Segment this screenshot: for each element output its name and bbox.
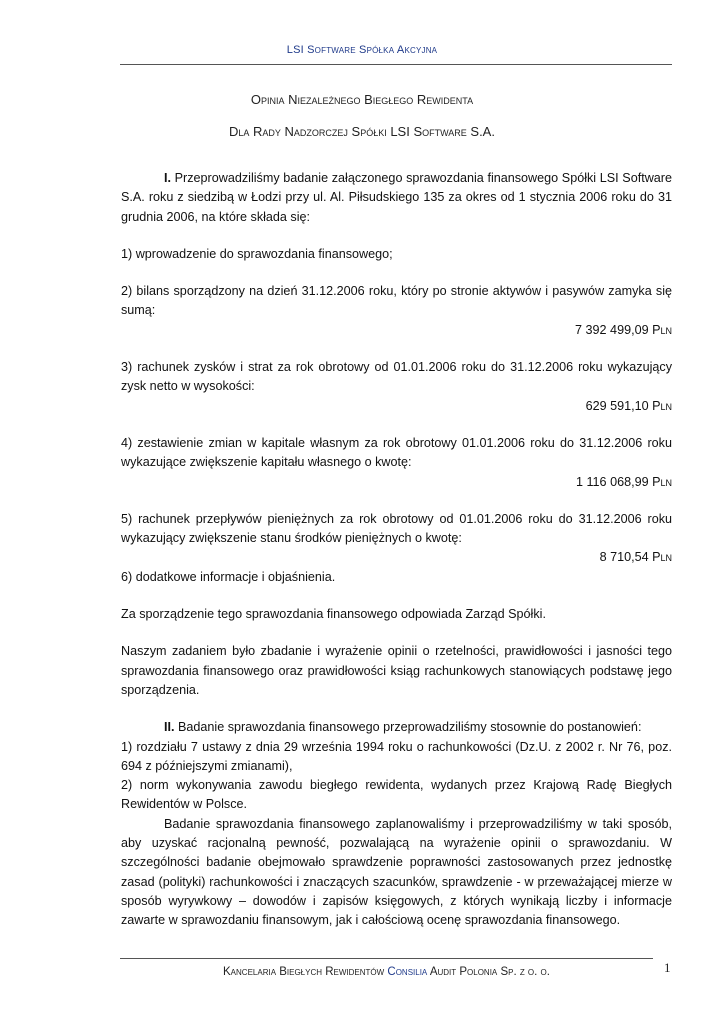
list-item-5: 5) rachunek przepływów pieniężnych za rok obrotowy od 01.01.2006 roku do 31.12.2006 roku wykazujący zwiększenie stanu środków pieniężnych o kwotę: xyxy=(121,511,672,546)
list-item-6: 6) dodatkowe informacje i objaśnienia. xyxy=(121,569,336,584)
footer-brand: Consilia xyxy=(387,966,428,978)
section1-numeral: I. xyxy=(164,171,171,185)
running-footer: Kancelaria Biegłych Rewidentów Consilia Audit Polonia Sp. z o. o. xyxy=(223,966,550,978)
document-subtitle: Dla Rady Nadzorczej Spółki LSI Software S.A. xyxy=(229,124,495,139)
document-body xyxy=(121,169,672,931)
section2-item-1: 1) rozdziału 7 ustawy z dnia 29 września 1994 roku o rachunkowości (Dz.U. z 2002 r. Nr 76, poz. 694 z późniejszymi zmianami), xyxy=(121,739,672,773)
header-divider xyxy=(120,64,672,65)
page-number: 1 xyxy=(664,960,671,975)
section2-item-2: 2) norm wykonywania zawodu biegłego rewidenta, wydanych przez Krajową Radę Biegłych Rewidentów w Polsce. xyxy=(121,778,672,812)
footer-divider xyxy=(120,958,653,959)
amount-equity-increase: 1 116 068,99 Pln xyxy=(575,474,672,489)
list-item-2: 2) bilans sporządzony na dzień 31.12.2006 roku, który po stronie aktywów i pasywów zamyka się sumą: xyxy=(121,284,672,318)
list-item-4: 4) zestawienie zmian w kapitale własnym za rok obrotowy 01.01.2006 roku do 31.12.2006 roku wykazujące zwiększenie kapitału własnego o kwotę: xyxy=(121,435,672,470)
amount-cash-increase: 8 710,54 Pln xyxy=(599,550,672,565)
amount-net-profit: 629 591,10 Pln xyxy=(585,398,672,413)
running-header: LSI Software Spółka Akcyjna xyxy=(286,44,438,56)
section2-paragraph: Badanie sprawozdania finansowego zaplanowaliśmy i przeprowadziliśmy w taki sposób, aby uzyskać racjonalną pewność, pozwalającą na wyrażenie opinii o sprawozdaniu. W szczególności badanie obejmowało sprawdzenie poprawności zastosowanych przez jednostkę zasad (polityki) rachunkowości i znaczących szacunków, sprawdzenie - w przeważającej mierze w sposób wyrywkowy – dowodów i zapisów księgowych, z których wynikają liczby i informacje zawarte w sprawozdaniu finansowym, jak i całościową ocenę sprawozdania finansowego. xyxy=(121,816,672,928)
amount-balance-sheet: 7 392 499,09 Pln xyxy=(575,322,672,337)
responsibility-paragraph: Za sporządzenie tego sprawozdania finansowego odpowiada Zarząd Spółki. xyxy=(121,607,546,622)
section1-intro: I. Przeprowadziliśmy badanie załączonego sprawozdania finansowego Spółki LSI Software S.A. roku z siedzibą w Łodzi przy ul. Al. Piłsudskiego 135 za okres od 1 stycznia 2006 roku do 31 grudnia 2006, na które składa się: xyxy=(121,171,672,224)
section2-numeral: II. xyxy=(164,720,175,735)
list-item-3: 3) rachunek zysków i strat za rok obrotowy od 01.01.2006 roku do 31.12.2006 roku wykazujący zysk netto w wysokości: xyxy=(121,360,672,394)
task-paragraph: Naszym zadaniem było zbadanie i wyrażenie opinii o rzetelności, prawidłowości i jasności tego sprawozdania finansowego oraz prawidłowości ksiąg rachunkowych stanowiących podstawę jego sporządzenia. xyxy=(121,644,672,697)
document-title: Opinia Niezależnego Biegłego Rewidenta xyxy=(250,92,474,107)
section2-intro: II. Badanie sprawozdania finansowego przeprowadziliśmy stosownie do postanowień: xyxy=(164,720,642,735)
list-item-1: 1) wprowadzenie do sprawozdania finansowego; xyxy=(121,246,393,261)
